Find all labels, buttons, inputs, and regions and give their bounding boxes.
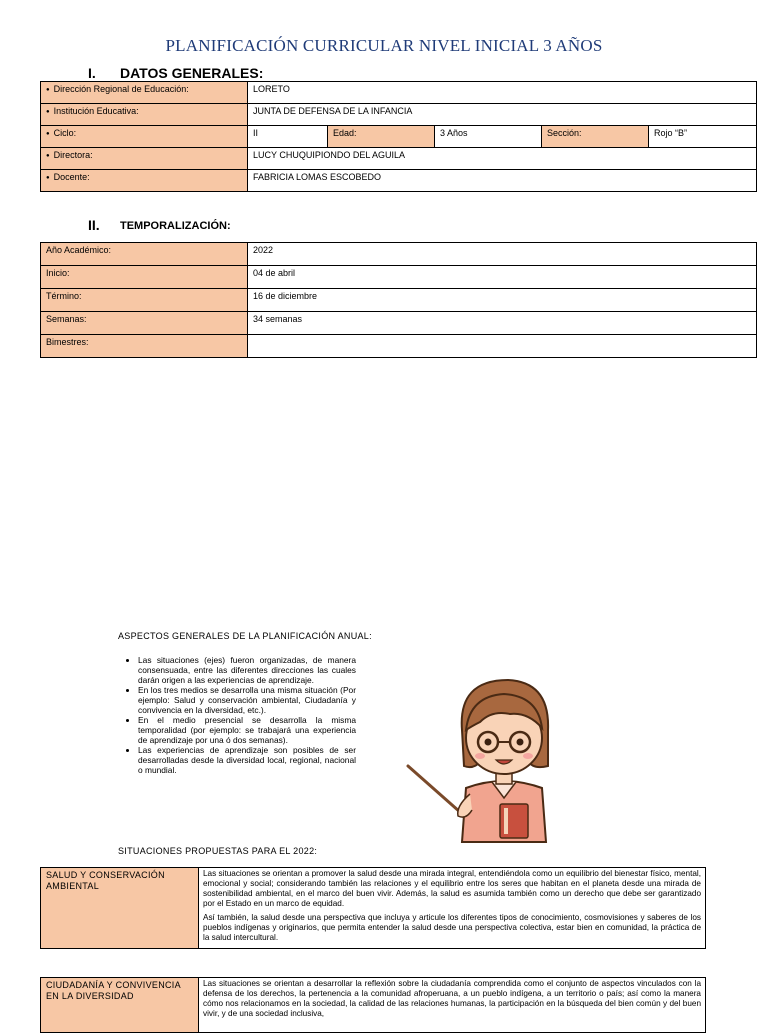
situation-paragraph: Así también, la salud desde una perspectiva que incluya y articule los diferentes tipos de conocimiento, cosmovisiones y saberes de los pueblos indígenas y originarios, que permita entender la salud desde una perspectiva colectiva, estar bien en comunidad, la práctica de la salud intercultural. [203, 913, 701, 942]
bimesters-label: Bimestres: [41, 335, 248, 358]
dre-value: LORETO [248, 82, 757, 104]
table-row [41, 266, 757, 289]
table-row [41, 312, 757, 335]
table-row [41, 335, 757, 358]
teacher-illustration-icon [400, 670, 570, 850]
table-row [41, 868, 706, 949]
temporalization-table [40, 242, 757, 358]
weeks-label: Semanas: [41, 312, 248, 335]
bimesters-value [248, 335, 757, 358]
weeks-value: 34 semanas [248, 312, 757, 335]
table-row [41, 289, 757, 312]
section-1-title: DATOS GENERALES: [120, 65, 264, 81]
aspects-title: ASPECTOS GENERALES DE LA PLANIFICACIÓN ANUAL: [118, 631, 372, 641]
table-row [41, 104, 757, 126]
table-row [41, 126, 757, 148]
list-item: • Las situaciones (ejes) fueron organizadas, de manera consensuada, entre las diferentes direcciones las cuales darán origen a las experiencias de aprendizaje. [138, 655, 356, 685]
edad-value: 3 Años [435, 126, 542, 148]
situation-paragraph: Las situaciones se orientan a promover la salud desde una mirada integral, entendiéndola como un equilibrio del bienestar físico, mental, emocional y social; considerando también las relaciones y el equilibrio entre los seres que habitan en el planeta desde una mirada de sostenibilidad ambiental, en el marco del buen vivir. Además, la salud es asumida también como un derecho que debe ser garantizado por el Estado en un marco de equidad. [203, 869, 701, 908]
docente-label: ● Docente: [41, 170, 248, 192]
table-row [41, 978, 706, 1033]
situation-text-citizenship [199, 978, 706, 1033]
situation-table-citizenship [40, 977, 706, 1033]
start-value: 04 de abril [248, 266, 757, 289]
seccion-value: Rojo “B” [649, 126, 757, 148]
year-label: Año Académico: [41, 243, 248, 266]
section-1-heading [88, 65, 263, 81]
table-row [41, 82, 757, 104]
table-row [41, 170, 757, 192]
seccion-label: Sección: [542, 126, 649, 148]
situation-label-citizenship: CIUDADANÍA Y CONVIVENCIA EN LA DIVERSIDAD [41, 978, 199, 1033]
start-label: Inicio: [41, 266, 248, 289]
table-row [41, 148, 757, 170]
year-value: 2022 [248, 243, 757, 266]
ie-label: ● Institución Educativa: [41, 104, 248, 126]
end-value: 16 de diciembre [248, 289, 757, 312]
directora-label: ● Directora: [41, 148, 248, 170]
situation-table-health [40, 867, 706, 949]
situations-title: SITUACIONES PROPUESTAS PARA EL 2022: [118, 846, 318, 856]
situation-text-health [199, 868, 706, 949]
dre-label: ● Dirección Regional de Educación: [41, 82, 248, 104]
aspects-list [118, 655, 356, 775]
ciclo-label: ● Ciclo: [41, 126, 248, 148]
list-item: • En el medio presencial se desarrolla la misma temporalidad (por ejemplo: se trabajará una experiencia de aprendizaje por una ó dos semanas). [138, 715, 356, 745]
directora-value: LUCY CHUQUIPIONDO DEL AGUILA [248, 148, 757, 170]
situation-label-health: SALUD Y CONSERVACIÓN AMBIENTAL [41, 868, 199, 949]
ie-value: JUNTA DE DEFENSA DE LA INFANCIA [248, 104, 757, 126]
general-data-table [40, 81, 757, 192]
ciclo-value: II [248, 126, 328, 148]
page-title: PLANIFICACIÓN CURRICULAR NIVEL INICIAL 3 AÑOS [165, 36, 603, 55]
docente-value: FABRICIA LOMAS ESCOBEDO [248, 170, 757, 192]
section-2-heading [88, 217, 231, 233]
list-item: • En los tres medios se desarrolla una misma situación (Por ejemplo: Salud y conservación ambiental, Ciudadanía y convivencia en la diversidad, etc.). [138, 685, 356, 715]
end-label: Término: [41, 289, 248, 312]
edad-label: Edad: [328, 126, 435, 148]
section-2-title: TEMPORALIZACIÓN: [120, 220, 231, 232]
list-item: • Las experiencias de aprendizaje son posibles de ser desarrolladas desde la diversidad local, regional, nacional o mundial. [138, 745, 356, 775]
section-2-number: II. [88, 217, 100, 233]
situation-paragraph: Las situaciones se orientan a desarrollar la reflexión sobre la ciudadanía comprendida como el conjunto de aspectos vinculados con la defensa de los derechos, la pertenencia a la comunidad afroperuana, a un pueblo indígena, a un territorio o país; así como la manera cómo nos relacionamos en la sociedad, la calidad de las relaciones humanas, la participación en la búsqueda del bien común y del buen vivir, y de una sociedad inclusiva, [203, 979, 701, 1018]
table-row [41, 243, 757, 266]
section-1-number: I. [88, 65, 96, 81]
